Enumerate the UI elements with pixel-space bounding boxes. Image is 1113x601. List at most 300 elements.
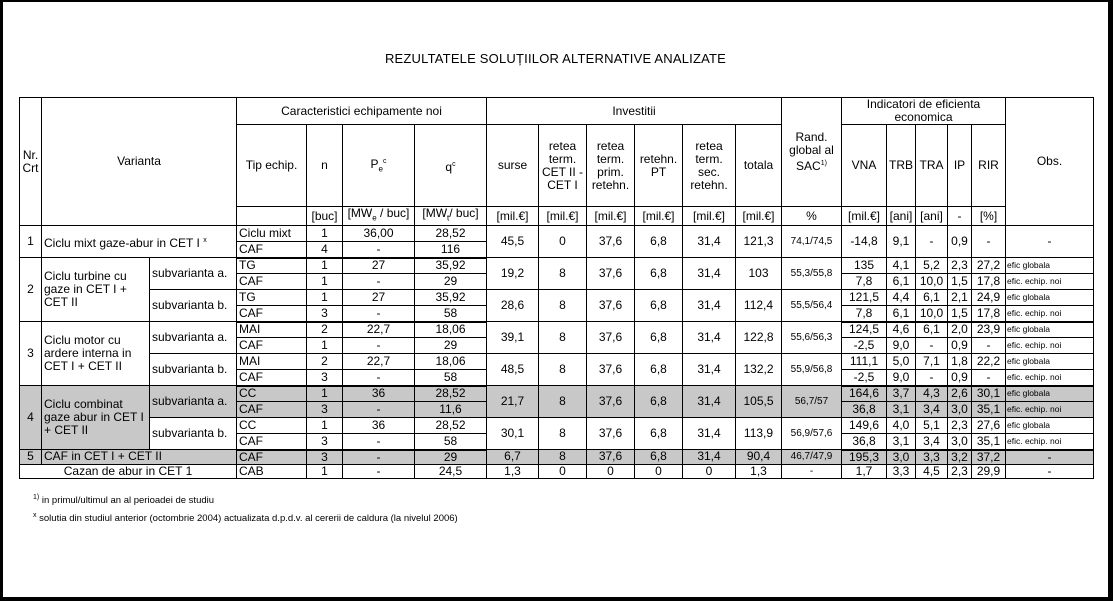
cell-totala: 90,4: [736, 450, 782, 465]
cell-q: 116: [415, 242, 487, 258]
header-vna: VNA: [842, 125, 887, 207]
table-row: [20, 386, 1094, 402]
cell-pe: 22,7: [343, 354, 415, 370]
cell-obs: efic globala: [1006, 418, 1094, 434]
cell-tip: CC: [237, 386, 307, 402]
unit-trb: [ani]: [887, 207, 916, 226]
cell-retea-cet: 8: [539, 258, 587, 290]
cell-vna: 7,8: [842, 274, 887, 290]
footnote-2-mark: x: [33, 512, 37, 519]
cell-trb: 3,1: [887, 402, 916, 418]
cell-obs: efic. echip. noi: [1006, 306, 1094, 322]
cell-pe: -: [343, 242, 415, 258]
cell-tip: MAI: [237, 354, 307, 370]
cell-ip: 3,2: [948, 450, 972, 465]
header-retea-sec: retea term. sec. retehn.: [683, 125, 736, 207]
cell-pe: 22,7: [343, 322, 415, 338]
cell-retea-prim: 37,6: [587, 386, 635, 418]
header-tra: TRA: [916, 125, 948, 207]
cell-rir: -: [972, 226, 1006, 258]
cell-q: 28,52: [415, 386, 487, 402]
cell-q: 58: [415, 434, 487, 450]
unit-n: [buc]: [307, 207, 343, 226]
cell-vna: -14,8: [842, 226, 887, 258]
unit-surse: [mil.€]: [487, 207, 539, 226]
cell-tra: 3,4: [916, 402, 948, 418]
cell-retea-sec: 0: [683, 464, 736, 478]
results-body: [20, 226, 1094, 479]
cell-retea-sec: 31,4: [683, 258, 736, 290]
row-number: 1: [20, 226, 42, 258]
cell-tip: CAF: [237, 434, 307, 450]
cell-vna: 36,8: [842, 402, 887, 418]
cell-retea-sec: 31,4: [683, 450, 736, 465]
cell-retea-cet: 8: [539, 418, 587, 450]
cell-surse: 21,7: [487, 386, 539, 418]
cell-tip: CAB: [237, 464, 307, 478]
cell-obs: efic globala: [1006, 386, 1094, 402]
cell-tip: CAF: [237, 402, 307, 418]
cell-totala: 105,5: [736, 386, 782, 418]
table-row: [20, 290, 1094, 306]
unit-retehn-pt: [mil.€]: [635, 207, 683, 226]
cell-trb: 4,0: [887, 418, 916, 434]
cell-rir: 17,8: [972, 274, 1006, 290]
cell-tra: -: [916, 226, 948, 258]
cell-n: 1: [307, 274, 343, 290]
cell-tip: TG: [237, 258, 307, 274]
cell-retehn-pt: 6,8: [635, 418, 683, 450]
cell-tip: CAF: [237, 274, 307, 290]
cell-n: 1: [307, 290, 343, 306]
subvariant-label: subvarianta b.: [150, 354, 237, 386]
cell-totala: 103: [736, 258, 782, 290]
cell-tra: 5,2: [916, 258, 948, 274]
variant-name: Cazan de abur in CET 1: [20, 464, 237, 478]
cell-rand: 55,6/56,3: [782, 322, 842, 354]
table-title: REZULTATELE SOLUȚIILOR ALTERNATIVE ANALIZATE: [384, 51, 727, 66]
unit-tip: [237, 207, 307, 226]
cell-tip: CAF: [237, 242, 307, 258]
cell-retehn-pt: 6,8: [635, 322, 683, 354]
cell-n: 1: [307, 338, 343, 354]
subvariant-label: subvarianta a.: [150, 322, 237, 354]
cell-retea-prim: 37,6: [587, 226, 635, 258]
cell-retea-sec: 31,4: [683, 386, 736, 418]
cell-obs: efic. echip. noi: [1006, 402, 1094, 418]
cell-rir: 37,2: [972, 450, 1006, 465]
cell-tra: 10,0: [916, 306, 948, 322]
table-row: [20, 322, 1094, 338]
row-number: 4: [20, 386, 42, 450]
cell-retehn-pt: 6,8: [635, 354, 683, 386]
cell-ip: 2,3: [948, 258, 972, 274]
cell-pe: -: [343, 306, 415, 322]
variant-name: Ciclu motor cu ardere interna in CET I + CET II: [42, 322, 150, 386]
header-rand-global-text: Rand. global al SAC: [789, 130, 834, 173]
cell-rand: 46,7/47,9: [782, 450, 842, 465]
cell-surse: 30,1: [487, 418, 539, 450]
cell-tip: Ciclu mixt: [237, 226, 307, 242]
row-number: 5: [20, 450, 42, 465]
cell-tip: CAF: [237, 338, 307, 354]
cell-q: 35,92: [415, 258, 487, 274]
header-rand-global: [782, 98, 842, 207]
cell-rand: -: [782, 464, 842, 478]
cell-ip: 2,3: [948, 418, 972, 434]
cell-tip: MAI: [237, 322, 307, 338]
cell-rir: 35,1: [972, 434, 1006, 450]
cell-pe: 36,00: [343, 226, 415, 242]
cell-pe: -: [343, 274, 415, 290]
cell-surse: 48,5: [487, 354, 539, 386]
cell-vna: 135: [842, 258, 887, 274]
cell-vna: -2,5: [842, 370, 887, 386]
cell-q: 24,5: [415, 464, 487, 478]
cell-q: 11,6: [415, 402, 487, 418]
subvariant-label: subvarianta a.: [150, 386, 237, 418]
cell-rir: -: [972, 338, 1006, 354]
variant-name-text: Ciclu mixt gaze-abur in CET I: [44, 235, 200, 250]
variant-name: Ciclu combinat gaze abur in CET I + CET II: [42, 386, 150, 450]
cell-q: 29: [415, 338, 487, 354]
cell-retea-prim: 37,6: [587, 322, 635, 354]
cell-n: 3: [307, 402, 343, 418]
cell-ip: 2,3: [948, 464, 972, 478]
cell-rir: 29,9: [972, 464, 1006, 478]
cell-obs: efic. echip. noi: [1006, 434, 1094, 450]
cell-q: 58: [415, 306, 487, 322]
cell-retea-prim: 0: [587, 464, 635, 478]
cell-retehn-pt: 6,8: [635, 258, 683, 290]
cell-obs: efic. echip. noi: [1006, 370, 1094, 386]
header-nr-crt: Nr. Crt: [20, 98, 42, 226]
unit-q-a: [MW: [422, 206, 448, 221]
cell-trb: 6,1: [887, 274, 916, 290]
header-investitii: Investitii: [487, 98, 782, 125]
header-trb: TRB: [887, 125, 916, 207]
cell-vna: 36,8: [842, 434, 887, 450]
cell-rir: -: [972, 370, 1006, 386]
cell-trb: 9,0: [887, 338, 916, 354]
cell-vna: 195,3: [842, 450, 887, 465]
cell-trb: 3,0: [887, 450, 916, 465]
unit-totala: [mil.€]: [736, 207, 782, 226]
cell-q: 58: [415, 370, 487, 386]
cell-rir: 30,1: [972, 386, 1006, 402]
cell-retea-cet: 8: [539, 354, 587, 386]
variant-name-sup: x: [203, 236, 207, 244]
cell-obs: efic globala: [1006, 354, 1094, 370]
cell-q: 29: [415, 274, 487, 290]
cell-trb: 3,3: [887, 464, 916, 478]
unit-retea-sec: [mil.€]: [683, 207, 736, 226]
unit-rand: %: [782, 207, 842, 226]
table-row: [20, 418, 1094, 434]
cell-ip: 2,0: [948, 322, 972, 338]
cell-obs: efic. echip. noi: [1006, 274, 1094, 290]
cell-retea-sec: 31,4: [683, 290, 736, 322]
cell-surse: 1,3: [487, 464, 539, 478]
cell-totala: 112,4: [736, 290, 782, 322]
cell-retea-prim: 37,6: [587, 450, 635, 465]
cell-rir: 22,2: [972, 354, 1006, 370]
cell-trb: 5,0: [887, 354, 916, 370]
header-pe-sub: e: [378, 164, 383, 174]
cell-retea-prim: 37,6: [587, 290, 635, 322]
cell-tip: CAF: [237, 450, 307, 465]
cell-obs: efic globala: [1006, 290, 1094, 306]
cell-n: 3: [307, 450, 343, 465]
cell-ip: 2,6: [948, 386, 972, 402]
cell-n: 2: [307, 322, 343, 338]
unit-pe: [343, 207, 415, 226]
cell-ip: 0,9: [948, 338, 972, 354]
cell-retea-sec: 31,4: [683, 226, 736, 258]
cell-vna: 164,6: [842, 386, 887, 402]
cell-vna: 111,1: [842, 354, 887, 370]
header-q: [415, 125, 487, 207]
header-rand-sup: 1): [820, 160, 827, 167]
header-pe-sup: c: [382, 158, 387, 166]
cell-tra: 4,5: [916, 464, 948, 478]
cell-surse: 39,1: [487, 322, 539, 354]
document-sheet: [3, 2, 1108, 597]
unit-pe-a: [MW: [347, 206, 373, 221]
table-row: [20, 450, 1094, 465]
footnote-1: [33, 494, 214, 506]
cell-pe: 27: [343, 290, 415, 306]
cell-q: 18,06: [415, 354, 487, 370]
cell-tra: 6,1: [916, 322, 948, 338]
cell-rir: 27,6: [972, 418, 1006, 434]
row-number: 3: [20, 322, 42, 386]
unit-tra: [ani]: [916, 207, 948, 226]
cell-retea-prim: 37,6: [587, 354, 635, 386]
header-obs: Obs.: [1006, 98, 1094, 226]
cell-pe: 36: [343, 418, 415, 434]
header-varianta: Varianta: [42, 98, 237, 226]
footnote-1-text: in primul/ultimul an al perioadei de studiu: [39, 495, 215, 507]
cell-vna: 1,7: [842, 464, 887, 478]
cell-retea-sec: 31,4: [683, 354, 736, 386]
cell-totala: 121,3: [736, 226, 782, 258]
cell-q: 29: [415, 450, 487, 465]
cell-pe: 27: [343, 258, 415, 274]
cell-trb: 3,7: [887, 386, 916, 402]
cell-vna: 7,8: [842, 306, 887, 322]
subvariant-label: subvarianta b.: [150, 418, 237, 450]
header-rir: RIR: [972, 125, 1006, 207]
cell-n: 3: [307, 370, 343, 386]
subvariant-label: subvarianta a.: [150, 258, 237, 290]
unit-retea-cet: [mil.€]: [539, 207, 587, 226]
cell-n: 3: [307, 434, 343, 450]
cell-ip: 2,1: [948, 290, 972, 306]
unit-q-b: / buc]: [449, 206, 479, 221]
cell-rir: 17,8: [972, 306, 1006, 322]
header-q-symbol: q: [445, 159, 453, 174]
cell-pe: -: [343, 450, 415, 465]
cell-obs: efic. echip. noi: [1006, 338, 1094, 354]
cell-q: 28,52: [415, 226, 487, 242]
header-indicatori: Indicatori de eficienta economica: [842, 98, 1006, 125]
header-caracteristici: Caracteristici echipamente noi: [237, 98, 487, 125]
cell-surse: 19,2: [487, 258, 539, 290]
cell-trb: 4,1: [887, 258, 916, 274]
cell-rand: 55,5/56,4: [782, 290, 842, 322]
table-row: [20, 354, 1094, 370]
cell-tra: -: [916, 338, 948, 354]
results-table: [19, 97, 1094, 479]
footnote-2: [33, 512, 458, 524]
header-pe: [343, 125, 415, 207]
cell-q: 28,52: [415, 418, 487, 434]
cell-rand: 55,9/56,8: [782, 354, 842, 386]
header-ip: IP: [948, 125, 972, 207]
cell-retea-sec: 31,4: [683, 322, 736, 354]
cell-totala: 122,8: [736, 322, 782, 354]
cell-retea-sec: 31,4: [683, 418, 736, 450]
cell-pe: -: [343, 402, 415, 418]
cell-tra: -: [916, 370, 948, 386]
table-row: [20, 258, 1094, 274]
variant-name: [42, 226, 237, 258]
cell-q: 35,92: [415, 290, 487, 306]
cell-rand: 56,9/57,6: [782, 418, 842, 450]
cell-tra: 10,0: [916, 274, 948, 290]
cell-retehn-pt: 6,8: [635, 290, 683, 322]
cell-retea-prim: 37,6: [587, 258, 635, 290]
cell-retea-cet: 8: [539, 290, 587, 322]
cell-vna: 149,6: [842, 418, 887, 434]
cell-pe: -: [343, 370, 415, 386]
cell-tra: 5,1: [916, 418, 948, 434]
cell-obs: -: [1006, 464, 1094, 478]
cell-trb: 6,1: [887, 306, 916, 322]
cell-vna: 124,5: [842, 322, 887, 338]
cell-ip: 1,8: [948, 354, 972, 370]
unit-pe-b: / buc]: [376, 206, 410, 221]
cell-obs: -: [1006, 450, 1094, 465]
cell-retea-cet: 8: [539, 450, 587, 465]
cell-n: 2: [307, 354, 343, 370]
cell-tip: CC: [237, 418, 307, 434]
cell-obs: -: [1006, 226, 1094, 258]
cell-tra: 3,4: [916, 434, 948, 450]
cell-trb: 4,4: [887, 290, 916, 306]
cell-surse: 45,5: [487, 226, 539, 258]
header-pe-symbol: P: [370, 157, 379, 172]
unit-vna: [mil.€]: [842, 207, 887, 226]
header-retea-cet: retea term. CET II - CET I: [539, 125, 587, 207]
cell-n: 1: [307, 418, 343, 434]
cell-retea-cet: 0: [539, 226, 587, 258]
cell-n: 1: [307, 386, 343, 402]
cell-surse: 28,6: [487, 290, 539, 322]
cell-tra: 3,3: [916, 450, 948, 465]
cell-tip: TG: [237, 290, 307, 306]
cell-obs: efic globala: [1006, 322, 1094, 338]
header-retehn-pt: retehn. PT: [635, 125, 683, 207]
header-totala: totala: [736, 125, 782, 207]
cell-rir: 35,1: [972, 402, 1006, 418]
cell-tip: CAF: [237, 370, 307, 386]
cell-totala: 113,9: [736, 418, 782, 450]
variant-name: Ciclu turbine cu gaze in CET I + CET II: [42, 258, 150, 322]
unit-retea-prim: [mil.€]: [587, 207, 635, 226]
cell-n: 1: [307, 464, 343, 478]
cell-n: 1: [307, 226, 343, 242]
cell-ip: 0,9: [948, 226, 972, 258]
unit-pe-sub: e: [372, 213, 377, 223]
cell-q: 18,06: [415, 322, 487, 338]
cell-tra: 4,3: [916, 386, 948, 402]
cell-pe: 36: [343, 386, 415, 402]
cell-obs: efic globala: [1006, 258, 1094, 274]
cell-retehn-pt: 6,8: [635, 386, 683, 418]
row-number: 2: [20, 258, 42, 322]
unit-q-sub: t: [447, 213, 450, 223]
cell-totala: 132,2: [736, 354, 782, 386]
subvariant-label: subvarianta b.: [150, 290, 237, 322]
cell-pe: -: [343, 434, 415, 450]
cell-ip: 1,5: [948, 274, 972, 290]
cell-trb: 9,1: [887, 226, 916, 258]
cell-retea-cet: 0: [539, 464, 587, 478]
cell-pe: -: [343, 338, 415, 354]
cell-rir: 24,9: [972, 290, 1006, 306]
variant-name: CAF in CET I + CET II: [42, 450, 237, 465]
unit-rir: [%]: [972, 207, 1006, 226]
cell-retehn-pt: 6,8: [635, 450, 683, 465]
cell-retea-cet: 8: [539, 386, 587, 418]
footnote-1-mark: 1): [33, 494, 40, 501]
cell-tip: CAF: [237, 306, 307, 322]
cell-retehn-pt: 0: [635, 464, 683, 478]
cell-ip: 0,9: [948, 370, 972, 386]
cell-rand: 55,3/55,8: [782, 258, 842, 290]
header-retea-prim: retea term. prim. retehn.: [587, 125, 635, 207]
cell-trb: 9,0: [887, 370, 916, 386]
unit-q: [415, 207, 487, 226]
cell-rand: 56,7/57: [782, 386, 842, 418]
cell-trb: 4,6: [887, 322, 916, 338]
cell-pe: -: [343, 464, 415, 478]
header-n: n: [307, 125, 343, 207]
cell-ip: 3,0: [948, 434, 972, 450]
cell-tra: 6,1: [916, 290, 948, 306]
cell-surse: 6,7: [487, 450, 539, 465]
cell-n: 1: [307, 258, 343, 274]
cell-retea-prim: 37,6: [587, 418, 635, 450]
cell-rir: 27,2: [972, 258, 1006, 274]
cell-ip: 1,5: [948, 306, 972, 322]
cell-retehn-pt: 6,8: [635, 226, 683, 258]
cell-n: 4: [307, 242, 343, 258]
cell-vna: -2,5: [842, 338, 887, 354]
cell-trb: 3,1: [887, 434, 916, 450]
cell-n: 3: [307, 306, 343, 322]
cell-vna: 121,5: [842, 290, 887, 306]
cell-tra: 7,1: [916, 354, 948, 370]
footnote-2-text: solutia din studiul anterior (octombrie 2004) actualizata d.p.d.v. al cererii de caldura (la nivelul 2006): [36, 513, 458, 525]
cell-rand: 74,1/74,5: [782, 226, 842, 258]
cell-ip: 3,0: [948, 402, 972, 418]
table-row: [20, 226, 1094, 242]
header-q-sup: c: [452, 160, 456, 168]
table-row: [20, 464, 1094, 478]
